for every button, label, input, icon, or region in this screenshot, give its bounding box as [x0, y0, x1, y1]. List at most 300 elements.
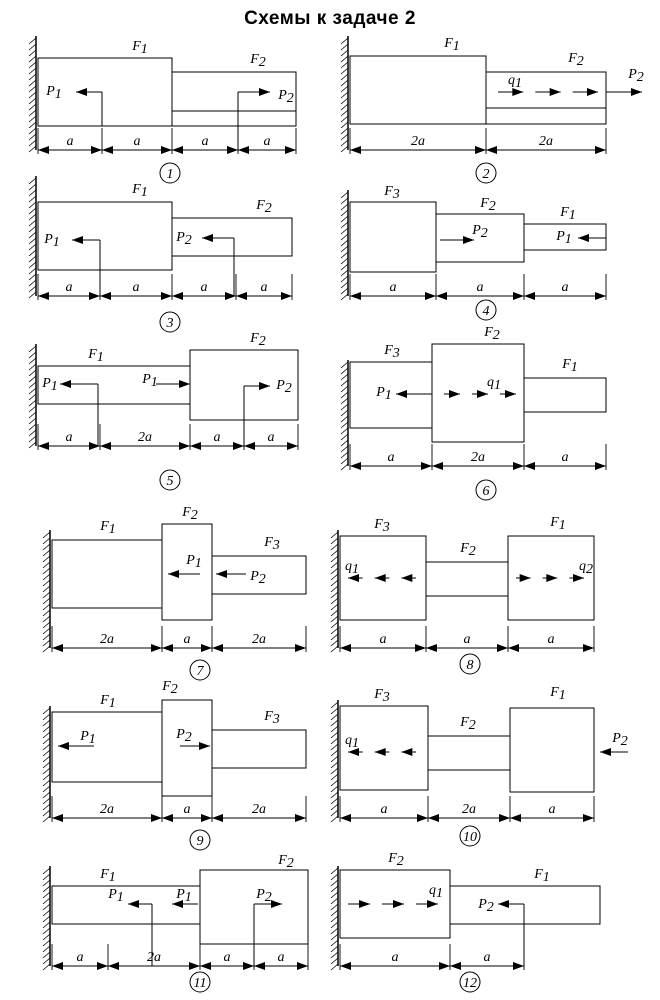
wall-hatch	[341, 252, 348, 258]
load-label: P1	[142, 372, 158, 390]
dimension-arrow	[38, 292, 49, 300]
dimension-label: 2a	[539, 134, 553, 149]
dimension-arrow	[52, 962, 63, 970]
wall-hatch	[43, 634, 50, 640]
wall-hatch	[331, 592, 338, 598]
section-area-label: F3	[384, 343, 400, 361]
wall-hatch	[43, 874, 50, 880]
section-area-label: F1	[562, 357, 578, 375]
wall-hatch	[29, 62, 36, 68]
wall-hatch	[331, 598, 338, 604]
dimension-arrow	[151, 644, 162, 652]
wall-hatch	[341, 246, 348, 252]
load-label: P1	[42, 376, 58, 394]
wall-hatch	[29, 178, 36, 184]
distributed-load-label: q1	[345, 733, 359, 751]
wall-hatch	[331, 816, 338, 822]
rod-section-3	[212, 730, 306, 768]
wall-hatch	[331, 586, 338, 592]
dimension-label: a	[476, 280, 484, 295]
load-label: P2	[278, 88, 294, 106]
wall-hatch	[43, 904, 50, 910]
wall-hatch	[341, 386, 348, 392]
wall-hatch	[43, 922, 50, 928]
wall-hatch	[331, 762, 338, 768]
wall-hatch	[341, 98, 348, 104]
dimension-arrow	[524, 292, 535, 300]
wall-hatch	[29, 274, 36, 280]
wall-hatch	[43, 562, 50, 568]
wall-hatch	[29, 80, 36, 86]
wall-hatch	[341, 446, 348, 452]
load-label: P1	[44, 232, 60, 250]
section-area-label: F2	[182, 505, 198, 523]
wall-hatch	[43, 738, 50, 744]
distributed-arrow-head	[401, 574, 412, 582]
wall-hatch	[341, 134, 348, 140]
dimension-arrow	[162, 814, 173, 822]
dimension-arrow	[100, 292, 111, 300]
wall-hatch	[331, 732, 338, 738]
scheme-number: 10	[463, 830, 477, 845]
dimension-arrow	[89, 292, 100, 300]
wall-hatch	[331, 574, 338, 580]
dimension-arrow	[162, 644, 173, 652]
distributed-arrow-head	[550, 88, 561, 96]
wall-hatch	[43, 604, 50, 610]
wall-hatch	[43, 786, 50, 792]
load-arrow-head	[179, 380, 190, 388]
load-arrow-head	[60, 380, 71, 388]
wall-hatch	[341, 204, 348, 210]
dimension-arrow	[201, 644, 212, 652]
wall-hatch	[341, 110, 348, 116]
wall-hatch	[43, 622, 50, 628]
load-label: P1	[376, 385, 392, 403]
dimension-arrow	[201, 814, 212, 822]
dimension-arrow	[350, 462, 361, 470]
wall-hatch	[29, 352, 36, 358]
dimension-arrow	[513, 462, 524, 470]
wall-hatch	[341, 458, 348, 464]
section-area-label: F1	[100, 693, 116, 711]
dimension-arrow	[212, 644, 223, 652]
wall-hatch	[341, 434, 348, 440]
wall-hatch	[43, 538, 50, 544]
dimension-arrow	[486, 146, 497, 154]
wall-hatch	[43, 804, 50, 810]
section-area-label: F1	[132, 39, 148, 57]
wall-hatch	[341, 122, 348, 128]
wall-hatch	[331, 780, 338, 786]
wall-hatch	[331, 916, 338, 922]
wall-hatch	[29, 388, 36, 394]
wall-hatch	[29, 442, 36, 448]
wall-hatch	[341, 56, 348, 62]
wall-hatch	[43, 934, 50, 940]
wall-hatch	[29, 346, 36, 352]
wall-hatch	[331, 708, 338, 714]
scheme-number: 12	[463, 976, 477, 991]
wall-hatch	[43, 898, 50, 904]
dimension-label: a	[263, 134, 271, 149]
dimension-label: a	[379, 632, 387, 647]
dimension-arrow	[285, 146, 296, 154]
wall-hatch	[341, 452, 348, 458]
dimension-arrow	[243, 962, 254, 970]
wall-hatch	[331, 646, 338, 652]
wall-hatch	[331, 940, 338, 946]
dimension-arrow	[497, 644, 508, 652]
distributed-load-label: q2	[579, 559, 593, 577]
wall-hatch	[331, 964, 338, 970]
dimension-label: a	[547, 632, 555, 647]
section-area-label: F2	[568, 51, 584, 69]
wall-hatch	[331, 934, 338, 940]
scheme-4	[341, 184, 606, 320]
load-label: P1	[556, 229, 572, 247]
dimension-arrow	[108, 962, 119, 970]
wall-hatch	[331, 792, 338, 798]
wall-hatch	[331, 904, 338, 910]
rod-section-3	[524, 378, 606, 412]
distributed-arrow-head	[573, 574, 584, 582]
wall-hatch	[29, 238, 36, 244]
section-area-label: F2	[460, 715, 476, 733]
scheme-number: 9	[196, 834, 204, 849]
dimension-arrow	[287, 442, 298, 450]
wall-hatch	[331, 922, 338, 928]
wall-hatch	[29, 406, 36, 412]
dimension-label: a	[183, 802, 191, 817]
section-area-label: F1	[100, 867, 116, 885]
wall-hatch	[331, 774, 338, 780]
wall-hatch	[331, 928, 338, 934]
wall-hatch	[43, 816, 50, 822]
section-area-label: F1	[560, 205, 576, 223]
load-arrow-head	[271, 900, 282, 908]
wall-hatch	[29, 92, 36, 98]
dimension-arrow	[161, 292, 172, 300]
scheme-10	[331, 685, 628, 846]
wall-hatch	[29, 376, 36, 382]
load-arrow-head	[202, 234, 213, 242]
scheme-number: 1	[166, 167, 174, 182]
wall-hatch	[341, 80, 348, 86]
load-label: P2	[256, 887, 272, 905]
wall-hatch	[43, 720, 50, 726]
wall-hatch	[341, 410, 348, 416]
dimension-label: a	[132, 280, 140, 295]
distributed-arrow-head	[401, 748, 412, 756]
wall-hatch	[341, 294, 348, 300]
dimension-arrow	[236, 292, 247, 300]
wall-hatch	[29, 280, 36, 286]
section-area-label: F3	[374, 517, 390, 535]
wall-hatch	[341, 44, 348, 50]
wall-hatch	[43, 916, 50, 922]
wall-hatch	[341, 404, 348, 410]
distributed-arrow-head	[393, 900, 404, 908]
wall-hatch	[29, 268, 36, 274]
wall-hatch	[331, 544, 338, 550]
dimension-arrow	[436, 292, 447, 300]
wall-hatch	[331, 786, 338, 792]
section-area-label: F3	[264, 535, 280, 553]
rod-section-1	[350, 56, 486, 124]
load-arrow-head	[259, 382, 270, 390]
section-area-label: F2	[480, 196, 496, 214]
dimension-arrow	[425, 292, 436, 300]
wall-hatch	[341, 398, 348, 404]
load-label: P2	[176, 230, 192, 248]
dimension-label: a	[463, 632, 471, 647]
wall-hatch	[341, 258, 348, 264]
wall-hatch	[43, 726, 50, 732]
wall-hatch	[341, 422, 348, 428]
wall-hatch	[331, 622, 338, 628]
distributed-arrow-head	[505, 390, 516, 398]
dimension-arrow	[450, 962, 461, 970]
load-label: P2	[250, 569, 266, 587]
wall-hatch	[331, 874, 338, 880]
dimension-arrow	[428, 814, 439, 822]
wall-hatch	[331, 750, 338, 756]
dimension-label: a	[66, 134, 74, 149]
wall-hatch	[341, 68, 348, 74]
dimension-arrow	[513, 962, 524, 970]
wall-hatch	[331, 804, 338, 810]
wall-hatch	[43, 780, 50, 786]
wall-hatch	[331, 952, 338, 958]
wall-hatch	[29, 68, 36, 74]
wall-hatch	[331, 640, 338, 646]
dimension-arrow	[583, 644, 594, 652]
rod-section-1	[52, 540, 162, 608]
wall-hatch	[29, 98, 36, 104]
wall-hatch	[341, 74, 348, 80]
dimension-arrow	[508, 644, 519, 652]
wall-hatch	[43, 640, 50, 646]
wall-hatch	[43, 574, 50, 580]
distributed-load-label: q1	[508, 73, 522, 91]
wall-hatch	[341, 440, 348, 446]
dimension-arrow	[350, 292, 361, 300]
wall-hatch	[341, 288, 348, 294]
wall-hatch	[43, 792, 50, 798]
section-area-label: F3	[264, 709, 280, 727]
dimension-arrow	[244, 442, 255, 450]
wall-hatch	[331, 532, 338, 538]
wall-hatch	[331, 868, 338, 874]
load-arrow-head	[631, 88, 642, 96]
wall-hatch	[331, 634, 338, 640]
dimension-arrow	[421, 462, 432, 470]
wall-hatch	[43, 598, 50, 604]
wall-hatch	[43, 798, 50, 804]
wall-hatch	[29, 38, 36, 44]
wall-hatch	[331, 880, 338, 886]
scheme-number: 7	[196, 664, 204, 679]
wall-hatch	[29, 74, 36, 80]
scheme-number: 11	[193, 976, 207, 991]
scheme-3	[29, 176, 292, 332]
wall-hatch	[29, 244, 36, 250]
wall-hatch	[331, 768, 338, 774]
dimension-label: 2a	[411, 134, 425, 149]
load-arrow-head	[168, 570, 179, 578]
wall-hatch	[43, 532, 50, 538]
dimension-label: a	[183, 632, 191, 647]
wall-hatch	[341, 104, 348, 110]
section-area-label: F2	[162, 679, 178, 697]
load-label: P2	[176, 727, 192, 745]
load-arrow-head	[498, 900, 509, 908]
dimension-arrow	[499, 814, 510, 822]
wall-hatch	[43, 892, 50, 898]
dimension-label: a	[201, 134, 209, 149]
dimension-arrow	[595, 462, 606, 470]
wall-hatch	[43, 964, 50, 970]
wall-hatch	[43, 556, 50, 562]
dimension-arrow	[297, 962, 308, 970]
wall-hatch	[341, 140, 348, 146]
load-arrow-head	[259, 88, 270, 96]
dimension-label: 2a	[100, 632, 114, 647]
wall-hatch	[29, 86, 36, 92]
wall-hatch	[29, 134, 36, 140]
section-area-label: F1	[550, 515, 566, 533]
wall-hatch	[43, 744, 50, 750]
wall-hatch	[29, 256, 36, 262]
wall-hatch	[29, 146, 36, 152]
wall-hatch	[341, 416, 348, 422]
dimension-label: a	[65, 430, 73, 445]
dimension-arrow	[350, 146, 361, 154]
dimension-arrow	[254, 962, 265, 970]
wall-hatch	[29, 400, 36, 406]
wall-hatch	[43, 768, 50, 774]
wall-hatch	[43, 592, 50, 598]
dimension-label: a	[380, 802, 388, 817]
distributed-arrow-head	[359, 900, 370, 908]
load-label: P1	[186, 553, 202, 571]
section-area-label: F2	[388, 851, 404, 869]
dimension-label: a	[76, 950, 84, 965]
wall-hatch	[43, 910, 50, 916]
dimension-arrow	[426, 644, 437, 652]
wall-hatch	[43, 714, 50, 720]
distributed-arrow-head	[375, 748, 386, 756]
dimension-label: a	[65, 280, 73, 295]
wall-hatch	[341, 380, 348, 386]
wall-hatch	[29, 202, 36, 208]
load-arrow-head	[72, 236, 83, 244]
distributed-arrow-head	[587, 88, 598, 96]
wall-hatch	[29, 286, 36, 292]
scheme-11	[43, 853, 308, 992]
scheme-9	[43, 679, 306, 850]
wall-hatch	[341, 116, 348, 122]
wall-hatch	[29, 128, 36, 134]
wall-hatch	[29, 220, 36, 226]
wall-hatch	[331, 616, 338, 622]
wall-hatch	[29, 232, 36, 238]
rod-section-1	[350, 202, 436, 272]
scheme-number: 8	[466, 658, 474, 673]
rod-section-2	[162, 524, 212, 620]
wall-hatch	[29, 424, 36, 430]
dimension-arrow	[172, 292, 183, 300]
wall-hatch	[29, 110, 36, 116]
wall-hatch	[29, 370, 36, 376]
section-area-label: F3	[374, 687, 390, 705]
wall-hatch	[43, 550, 50, 556]
load-label: P1	[46, 84, 62, 102]
wall-hatch	[331, 886, 338, 892]
load-label: P1	[176, 887, 192, 905]
dimension-arrow	[151, 814, 162, 822]
dimension-label: a	[548, 802, 556, 817]
section-area-label: F2	[460, 541, 476, 559]
wall-hatch	[331, 744, 338, 750]
wall-hatch	[331, 562, 338, 568]
rod-section-2	[486, 72, 606, 124]
wall-hatch	[341, 368, 348, 374]
wall-hatch	[43, 886, 50, 892]
scheme-number: 3	[166, 316, 174, 331]
wall-hatch	[29, 208, 36, 214]
dimension-arrow	[340, 814, 351, 822]
dimension-label: 2a	[252, 802, 266, 817]
wall-hatch	[29, 44, 36, 50]
wall-hatch	[43, 868, 50, 874]
dimension-arrow	[91, 146, 102, 154]
section-area-label: F2	[250, 331, 266, 349]
section-area-label: F2	[484, 325, 500, 343]
dimension-arrow	[52, 644, 63, 652]
scheme-number: 5	[166, 474, 174, 489]
dimension-arrow	[172, 146, 183, 154]
dimension-arrow	[439, 962, 450, 970]
dimension-label: a	[277, 950, 285, 965]
section-area-label: F1	[100, 519, 116, 537]
dimension-arrow	[238, 146, 249, 154]
wall-hatch	[43, 940, 50, 946]
wall-hatch	[29, 364, 36, 370]
dimension-label: 2a	[138, 430, 152, 445]
wall-hatch	[43, 762, 50, 768]
wall-hatch	[341, 198, 348, 204]
wall-hatch	[341, 146, 348, 152]
dimension-arrow	[100, 442, 111, 450]
wall-hatch	[43, 774, 50, 780]
rod-section-2	[450, 886, 600, 924]
dimension-label: a	[387, 450, 395, 465]
dimension-label: a	[260, 280, 268, 295]
dimension-arrow	[417, 814, 428, 822]
wall-hatch	[341, 392, 348, 398]
wall-hatch	[331, 538, 338, 544]
load-label: P2	[628, 67, 644, 85]
wall-hatch	[43, 610, 50, 616]
section-area-label: F2	[250, 52, 266, 70]
dimension-arrow	[583, 814, 594, 822]
wall-hatch	[331, 810, 338, 816]
dimension-label: 2a	[147, 950, 161, 965]
dimension-label: a	[391, 950, 399, 965]
dimension-arrow	[227, 146, 238, 154]
